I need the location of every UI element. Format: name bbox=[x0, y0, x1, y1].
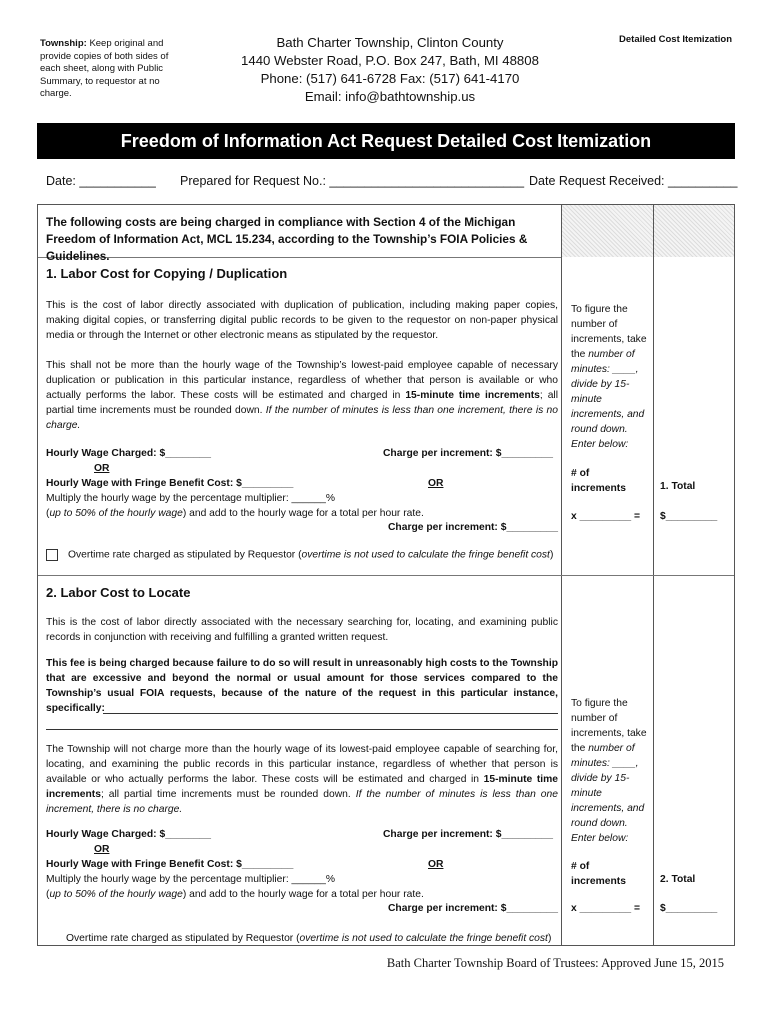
footer-approval: Bath Charter Township Board of Trustees: Approved June 15, 2015 bbox=[386, 956, 724, 970]
s2-upto-a: up to 50% of the hourly wage bbox=[49, 889, 183, 900]
date-field[interactable]: Date: ___________ bbox=[46, 174, 156, 188]
s2-fringe-wage[interactable]: Hourly Wage with Fringe Benefit Cost: $_________ bbox=[46, 859, 294, 870]
s1-side-b: number of minutes: ____, divide by 15-minute increments, and round down. Enter below: bbox=[571, 349, 645, 450]
s2-multiplier[interactable]: Multiply the hourly wage by the percentage multiplier: ______% bbox=[46, 874, 336, 885]
section1-para1: This is the cost of labor directly associated with duplication of publication, including making paper copies, making digital copies, or transferring digital public records to be given to the requestor on non-paper physical media or through the Internet or other electronic means as stipulated by the requestor. bbox=[46, 300, 558, 341]
s2-or-1: OR bbox=[94, 844, 110, 855]
s1-hourly-wage[interactable]: Hourly Wage Charged: $________ bbox=[46, 448, 212, 459]
s1-overtime-row: Overtime rate charged as stipulated by Requestor (overtime is not used to calculate the fringe benefit cost) bbox=[46, 549, 553, 561]
s2-side-b: number of minutes: ____, divide by 15-minute increments, and round down. Enter below: bbox=[571, 743, 645, 844]
s1-fringe-wage[interactable]: Hourly Wage with Fringe Benefit Cost: $_________ bbox=[46, 478, 294, 489]
s1-total-label: 1. Total bbox=[660, 481, 696, 492]
s1-total-input[interactable]: $_________ bbox=[660, 511, 718, 522]
s2-total-label: 2. Total bbox=[660, 874, 696, 885]
org-address: 1440 Webster Road, P.O. Box 247, Bath, MI 48808 bbox=[241, 53, 539, 68]
shaded-cell bbox=[654, 205, 734, 257]
org-phone: Phone: (517) 641-6728 Fax: (517) 641-4170 bbox=[260, 71, 520, 86]
shaded-cell bbox=[562, 205, 653, 257]
s1-upto-a: up to 50% of the hourly wage bbox=[49, 508, 183, 519]
s2-upto: (up to 50% of the hourly wage) and add to the hourly wage for a total per hour rate. bbox=[46, 889, 424, 900]
date-received-field[interactable]: Date Request Received: __________ bbox=[529, 174, 738, 188]
s2-overtime-row: Overtime rate charged as stipulated by Requestor (overtime is not used to calculate the fringe benefit cost) bbox=[66, 933, 552, 944]
s2-hourly-wage[interactable]: Hourly Wage Charged: $________ bbox=[46, 829, 212, 840]
s1-increments-label: # of increments bbox=[571, 468, 626, 494]
s1-p2b: 15-minute time increments bbox=[405, 390, 540, 401]
note-text: Keep original and provide copies of both sides of each sheet, along with Public Summary, to requestor at no charge. bbox=[40, 38, 169, 99]
section2-para2: This fee is being charged because failure to do so will result in unreasonably high costs to the Township that are excessive and beyond the normal or usual amount for those services compared to the Township’s usual FOIA requests, because of the nature of the request in this particular instance, specifically: bbox=[46, 658, 558, 714]
intro-text: The following costs are being charged in compliance with Section 4 of the Michigan Freedom of Information Act, MCL 15.234, according to the Township’s FOIA Policies & Guidelines. bbox=[46, 215, 528, 263]
s2-overtime-b: overtime is not used to calculate the fringe benefit cost bbox=[299, 933, 548, 944]
s2-p3a: The Township will not charge more than the hourly wage of its lowest-paid employee capable of searching for, locating, and examining the public records in this particular instance, regardless of whether that person is available or who actually performs the labor. These costs will be estimated and charged in bbox=[46, 744, 558, 785]
section1-para2 bbox=[46, 358, 558, 433]
s1-or-1: OR bbox=[94, 463, 110, 474]
s2-total-input[interactable]: $_________ bbox=[660, 903, 718, 914]
s2-increment-instructions bbox=[571, 696, 651, 846]
s1-side-a: To figure the number of increments, take the bbox=[571, 304, 647, 360]
doc-tag: Detailed Cost Itemization bbox=[619, 34, 732, 45]
overtime-checkbox[interactable] bbox=[46, 549, 58, 561]
s1-p2d: If the number of minutes is less than one increment, there is no charge. bbox=[46, 405, 558, 431]
s2-overtime-a: Overtime rate charged as stipulated by Requestor ( bbox=[66, 933, 300, 944]
s2-p3b: 15-minute time increments bbox=[46, 774, 559, 800]
request-no-field[interactable]: Prepared for Request No.: ____________________________ bbox=[180, 174, 525, 188]
s2-increments-input[interactable]: x _________ = bbox=[571, 903, 641, 914]
org-header bbox=[200, 34, 580, 106]
s1-or-2: OR bbox=[428, 478, 444, 489]
s1-upto-b: ) and add to the hourly wage for a total per hour rate. bbox=[182, 508, 424, 519]
s2-p3c: ; all partial time increments must be rounded down. bbox=[100, 789, 356, 800]
specifically-line-2[interactable] bbox=[46, 729, 558, 730]
section2-para3 bbox=[46, 742, 558, 817]
row-divider bbox=[38, 575, 734, 576]
s1-upto: (up to 50% of the hourly wage) and add to the hourly wage for a total per hour rate. bbox=[46, 508, 424, 519]
s2-p3d: If the number of minutes is less than one increment, there is no charge. bbox=[46, 789, 558, 815]
s1-p2c: ; all partial time increments must be rounded down. bbox=[46, 390, 559, 416]
township-note bbox=[40, 38, 180, 101]
note-label: Township: bbox=[40, 38, 87, 49]
s1-multiplier[interactable]: Multiply the hourly wage by the percentage multiplier: ______% bbox=[46, 493, 336, 504]
page-title: Freedom of Information Act Request Detailed Cost Itemization bbox=[37, 123, 735, 159]
org-name: Bath Charter Township, Clinton County bbox=[276, 35, 504, 50]
section1-heading: 1. Labor Cost for Copying / Duplication bbox=[46, 266, 288, 281]
s2-charge-increment-1[interactable]: Charge per increment: $_________ bbox=[383, 829, 553, 840]
org-email: Email: info@bathtownship.us bbox=[304, 89, 476, 104]
s2-upto-b: ) and add to the hourly wage for a total per hour rate. bbox=[182, 889, 424, 900]
s1-overtime-a: Overtime rate charged as stipulated by Requestor ( bbox=[68, 549, 302, 561]
s1-overtime-b: overtime is not used to calculate the fringe benefit cost bbox=[301, 549, 550, 561]
s2-increments-label: # of increments bbox=[571, 861, 626, 887]
s1-charge-increment-1[interactable]: Charge per increment: $_________ bbox=[383, 448, 553, 459]
s2-charge-increment-2[interactable]: Charge per increment: $_________ bbox=[388, 903, 558, 914]
section2-para1: This is the cost of labor directly associated with the necessary searching for, locating, and examining public records in conjunction with receiving and fulfilling a granted written request. bbox=[46, 617, 558, 643]
s2-or-2: OR bbox=[428, 859, 444, 870]
specifically-line[interactable] bbox=[103, 713, 558, 714]
s2-side-a: To figure the number of increments, take the bbox=[571, 698, 647, 754]
section2-heading: 2. Labor Cost to Locate bbox=[46, 585, 191, 600]
s1-p2a: This shall not be more than the hourly wage of the Township’s lowest-paid employee capable of necessary duplication or publication in this particular instance, regardless of whether that person is available or who actually performs the labor. These costs will be estimated and charged in bbox=[46, 360, 558, 401]
s1-charge-increment-2[interactable]: Charge per increment: $_________ bbox=[388, 522, 558, 533]
s1-increment-instructions bbox=[571, 302, 651, 452]
s1-increments-input[interactable]: x _________ = bbox=[571, 511, 641, 522]
